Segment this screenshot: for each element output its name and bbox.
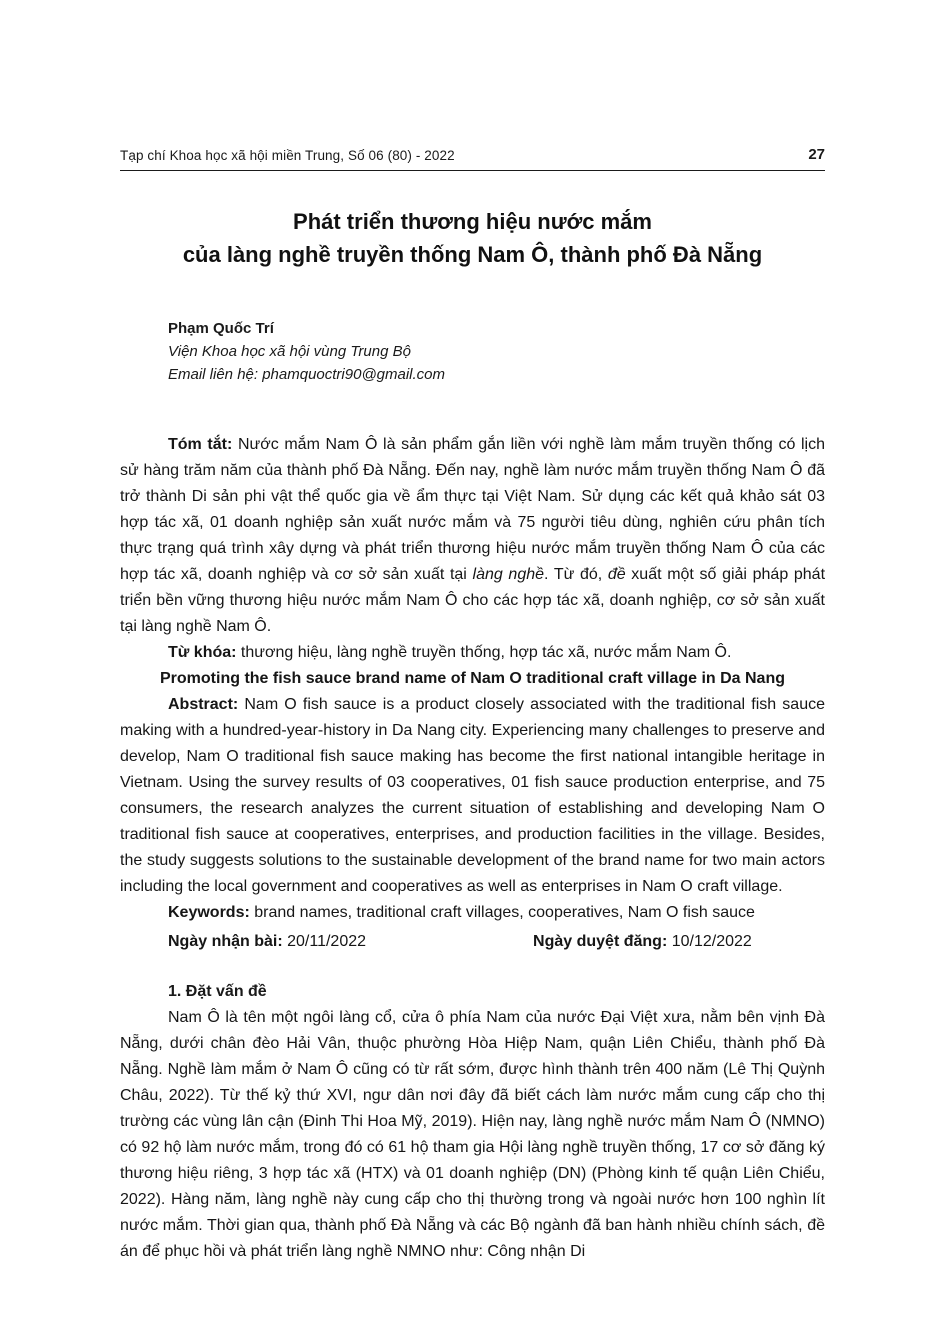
date-accepted-value: 10/12/2022 <box>667 933 752 950</box>
abstract-vi-italic-2: đề <box>607 566 626 583</box>
dates-row <box>120 929 825 955</box>
abstract-en-label: Abstract: <box>168 696 239 713</box>
date-received-label: Ngày nhận bài: <box>168 933 283 950</box>
journal-name: Tạp chí Khoa học xã hội miền Trung, Số 06 (80) - 2022 <box>120 148 455 163</box>
abstract-vi-text-1: Nước mắm Nam Ô là sản phẩm gắn liền với nghề làm mắm truyền thống có lịch sử hàng trăm năm của thành phố Đà Nẵng. Đến nay, nghề làm nước mắm truyền thống Nam Ô đã trở thành Di sản phi vật thể quốc gia về ẩm thực tại Việt Nam. Sử dụng các kết quả khảo sát 03 hợp tác xã, 01 doanh nghiệp sản xuất nước mắm và 75 người tiêu dùng, nghiên cứu phân tích thực trạng quá trình xây dựng và phát triển thương hiệu nước mắm truyền thống Nam Ô của các hợp tác xã, doanh nghiệp và cơ sở sản xuất tại <box>120 436 825 583</box>
abstract-vi-label: Tóm tắt: <box>168 436 233 453</box>
header-rule <box>120 170 825 171</box>
abstract-vietnamese <box>120 432 825 640</box>
date-received-value: 20/11/2022 <box>282 933 367 950</box>
author-affiliation: Viện Khoa học xã hội vùng Trung Bộ <box>168 343 411 360</box>
keywords-vi-text: thương hiệu, làng nghề truyền thống, hợp tác xã, nước mắm Nam Ô. <box>236 644 732 661</box>
page-header <box>120 146 825 163</box>
keywords-vi-label: Từ khóa: <box>168 644 237 661</box>
abstract-english <box>120 692 825 900</box>
author-name: Phạm Quốc Trí <box>168 320 274 337</box>
paper-title-line1: Phát triển thương hiệu nước mắm <box>293 209 652 234</box>
page-number: 27 <box>808 146 825 163</box>
date-accepted-label: Ngày duyệt đăng: <box>533 933 668 950</box>
abstract-en-text: Nam O fish sauce is a product closely associated with the traditional fish sauce making with a hundred-year-history in Da Nang city. Experiencing many challenges to preserve and develop, Nam O traditional fish sauce making has become the first national intangible heritage in Vietnam. Using the survey results of 03 cooperatives, 01 fish sauce production enterprise, and 75 consumers, the research analyzes the current situation of establishing and developing Nam O traditional fish sauce at cooperatives, enterprises, and production facilities in the village. Besides, the study suggests solutions to the sustainable development of the brand name for two main actors including the local government and cooperatives as well as enterprises in Nam O craft village. <box>120 696 825 895</box>
abstract-vi-italic-1: làng nghề <box>472 566 545 583</box>
date-accepted <box>533 933 752 950</box>
keywords-vietnamese <box>120 640 825 666</box>
abstract-vi-text-3: xuất một số giải pháp phát triển bền vững thương hiệu nước mắm Nam Ô cho các hợp tác xã, doanh nghiệp, cơ sở sản xuất tại làng nghề Nam Ô. <box>120 566 826 635</box>
keywords-en-label: Keywords: <box>168 904 250 921</box>
paper-title <box>120 205 825 271</box>
section-1-heading: 1. Đặt vấn đề <box>168 983 267 1000</box>
author-email: Email liên hệ: phamquoctri90@gmail.com <box>168 366 446 383</box>
keywords-english <box>120 900 825 926</box>
author-block <box>120 317 825 386</box>
section-1-body: Nam Ô là tên một ngôi làng cổ, cửa ô phía Nam của nước Đại Việt xưa, nằm bên vịnh Đà Nẵng, dưới chân đèo Hải Vân, thuộc phường Hòa Hiệp Nam, quận Liên Chiểu, thành phố Đà Nẵng. Nghề làm mắm ở Nam Ô cũng có từ rất sớm, được hình thành trên 400 năm (Lê Thị Quỳnh Châu, 2022). Từ thế kỷ thứ XVI, ngư dân nơi đây đã biết cách làm nước mắm cung cấp cho thị trường các vùng lân cận (Đinh Thi Hoa Mỹ, 2019). Hiện nay, làng nghề nước mắm Nam Ô (NMNO) có 92 hộ làm nước mắm, trong đó có 61 hộ tham gia Hội làng nghề truyền thống, 17 cơ sở đăng ký thương hiệu riêng, 3 hợp tác xã (HTX) và 01 doanh nghiệp (DN) (Phòng kinh tế quận Liên Chiểu, 2022). Hàng năm, làng nghề này cung cấp cho thị thường trong và ngoài nước hơn 100 nghìn lít nước mắm. Thời gian qua, thành phố Đà Nẵng và các Bộ ngành đã ban hành nhiều chính sách, đề án để phục hồi và phát triển làng nghề NMNO như: Công nhận Di <box>120 1009 825 1260</box>
date-received <box>168 933 366 950</box>
paper-title-line2: của làng nghề truyền thống Nam Ô, thành phố Đà Nẵng <box>182 242 763 267</box>
keywords-en-text: brand names, traditional craft villages, cooperatives, Nam O fish sauce <box>249 904 755 921</box>
abstract-vi-text-2: . Từ đó, <box>544 566 608 583</box>
english-title: Promoting the fish sauce brand name of Nam O traditional craft village in Da Nang <box>160 670 785 687</box>
